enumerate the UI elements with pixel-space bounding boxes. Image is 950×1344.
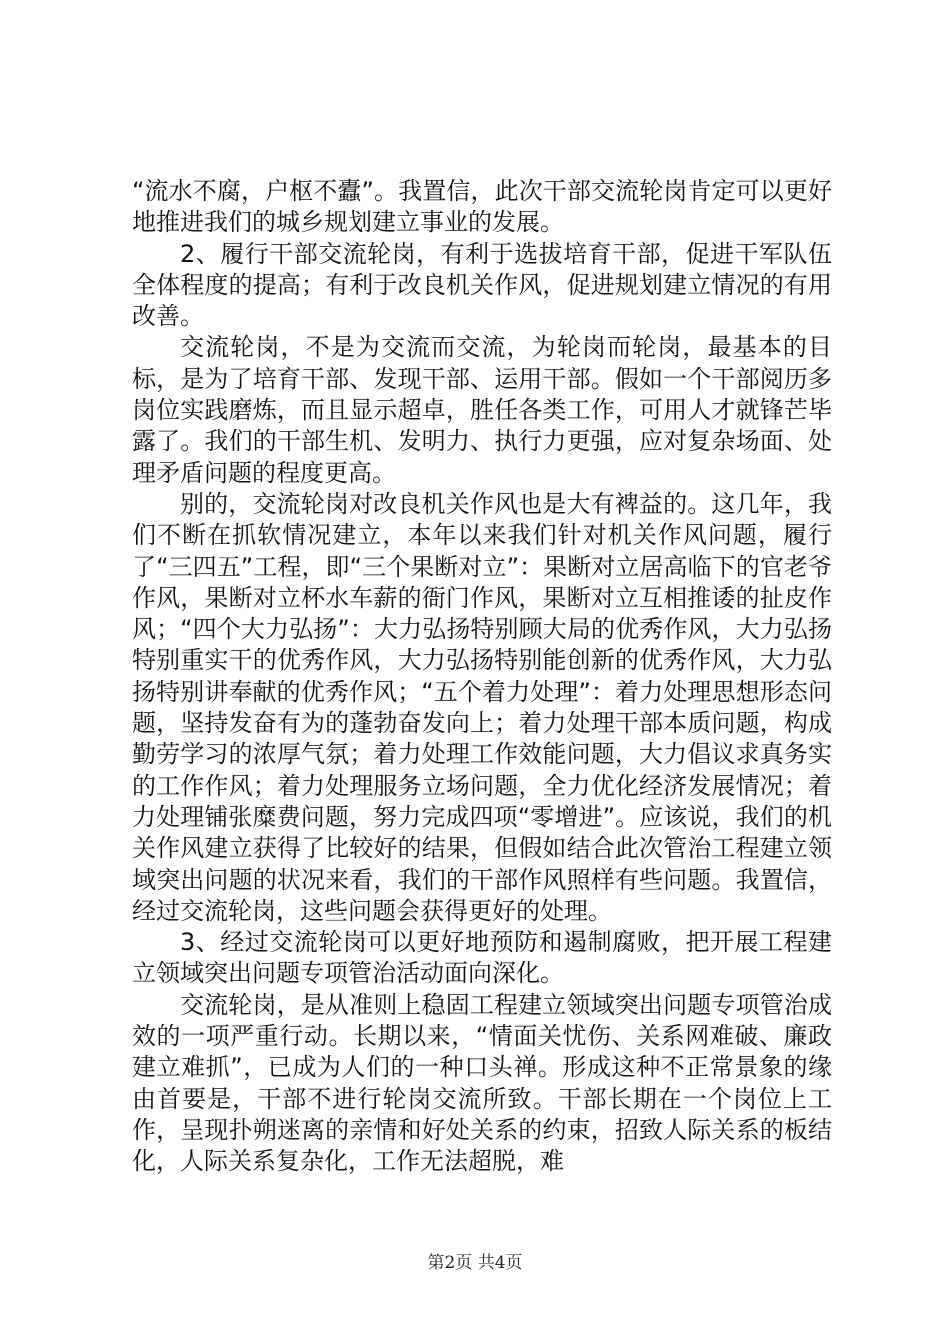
paragraph-continuation: “流水不腐，户枢不蠹”。我置信，此次干部交流轮岗肯定可以更好地推进我们的城乡规划建立事业的发展。 xyxy=(132,177,832,237)
document-body xyxy=(132,176,832,1178)
paragraph-rotation-purpose: 交流轮岗，不是为交流而交流，为轮岗而轮岗，最基本的目标，是为了培育干部、发现干部、运用干部。假如一个干部阅历多岗位实践磨炼，而且显示超卓，胜任各类工作，可用人才就锋芒毕露了。我们的干部生机、发明力、执行力更强，应对复杂场面、处理矛盾问题的程度更高。 xyxy=(132,333,832,487)
page-number-footer: 第2页 共4页 xyxy=(427,1253,523,1273)
paragraph-point-3: 3、经过交流轮岗可以更好地预防和遏制腐败，把开展工程建立领域突出问题专项管治活动面向深化。 xyxy=(132,928,832,988)
paragraph-anti-corruption: 交流轮岗，是从准则上稳固工程建立领域突出问题专项管治成效的一项严重行动。长期以来，“情面关忧伤、关系网难破、廉政建立难抓”，已成为人们的一种口头禅。形成这种不正常景象的缘由首要是，干部不进行轮岗交流所致。干部长期在一个岗位上工作，呈现扑朔迷离的亲情和好处关系的约束，招致人际关系的板结化，人际关系复杂化，工作无法超脱，难 xyxy=(132,990,832,1176)
paragraph-point-2: 2、履行干部交流轮岗，有利于选拔培育干部，促进干军队伍全体程度的提高；有利于改良机关作风，促进规划建立情况的有用改善。 xyxy=(132,239,832,331)
paragraph-work-style: 别的，交流轮岗对改良机关作风也是大有裨益的。这几年，我们不断在抓软情况建立，本年以来我们针对机关作风问题，履行了“三四五”工程，即“三个果断对立”：果断对立居高临下的官老爷作风，果断对立杯水车薪的衙门作风，果断对立互相推诿的扯皮作风；“四个大力弘扬”：大力弘扬特别顾大局的优秀作风，大力弘扬特别重实干的优秀作风，大力弘扬特别能创新的优秀作风，大力弘扬特别讲奉献的优秀作风；“五个着力处理”：着力处理思想形态问题，坚持发奋有为的蓬勃奋发向上；着力处理干部本质问题，构成勤劳学习的浓厚气氛；着力处理工作效能问题，大力倡议求真务实的工作作风；着力处理服务立场问题，全力优化经济发展情况；着力处理铺张糜费问题，努力完成四项“零增进”。应该说，我们的机关作风建立获得了比较好的结果，但假如结合此次管治工程建立领域突出问题的状况来看，我们的干部作风照样有些问题。我置信，经过交流轮岗，这些问题会获得更好的处理。 xyxy=(132,489,832,925)
